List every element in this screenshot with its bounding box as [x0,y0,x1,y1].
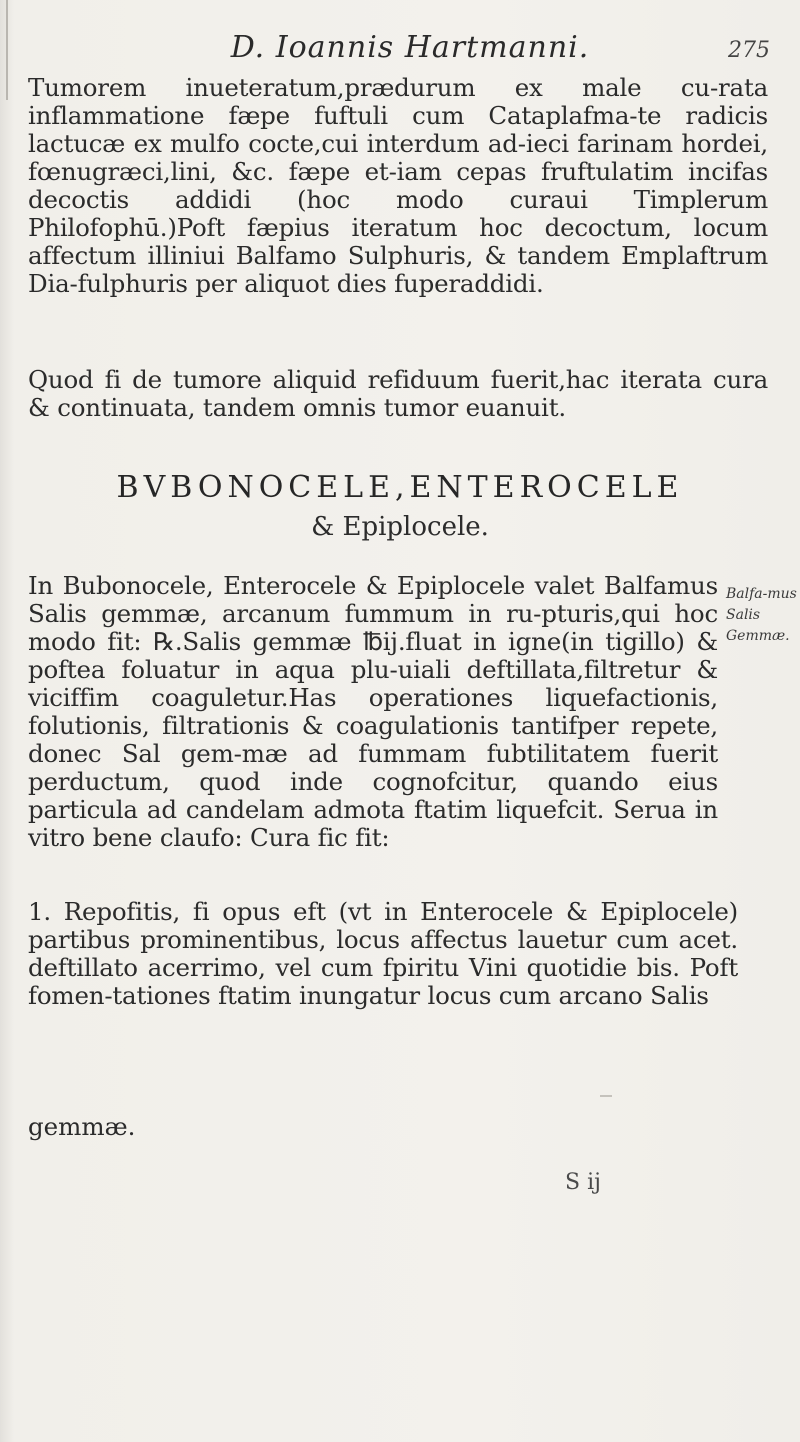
margin-note: Balfa-mus Salis Gemmæ. [726,586,797,644]
paragraph-tumor-treatment: Tumorem inueteratum,prædurum ex male cu-rata inflammatione fæpe fuftuli cum Cataplafma-te radicis lactucæ ex mulfo cocte,cui interdum ad-ieci farinam hordei, fœnugræci,lini, &c. fæpe et-iam cepas fruftulatim incifas decoctis addidi (hoc modo curaui Timplerum Philofophū.)Poft fæpius iteratum hoc decoctum, locum affectum illiniui Balfamo Sulphuris, & tandem Emplaftrum Dia-fulphuris per aliquot dies fuperaddidi. [28,73,768,298]
paragraph-cure-step-1: 1. Repofitis, fi opus eft (vt in Enterocele & Epiplocele) partibus prominentibus, locus affectus lauetur cum acet. deftillato acerrimo, vel cum fpiritu Vini quotidie bis. Poft fomen-tationes ftatim inungatur locus cum arcano Salis [28,897,738,1010]
section-subtitle: & Epiplocele. [311,512,489,542]
page-edge-shadow [6,0,8,100]
page-number: 275 [728,38,770,63]
paragraph-balsam-recipe: In Bubonocele, Enterocele & Epiplocele valet Balfamus Salis gemmæ, arcanum fummum in ru-pturis,qui hoc modo fit: ℞.Salis gemmæ ℔ij.fluat in igne(in tigillo) & poftea foluatur in aqua plu-uiali deftillata,filtretur & viciffim coaguletur.Has operationes liquefactionis, folutionis, filtrationis & coagulationis tantifper repete, donec Sal gem-mæ ad fummam fubtilitatem fuerit perductum, quod inde cognofcitur, quando eius particula ad candelam admota ftatim liquefcit. Serua in vitro bene claufo: Cura fic fit: [28,571,718,852]
signature-mark: S ij [565,1170,601,1195]
ink-mark [600,1095,612,1097]
running-head: D. Ioannis Hartmanni. [230,30,590,65]
catchword: gemmæ. [28,1112,136,1141]
paragraph-tumor-result: Quod fi de tumore aliquid refiduum fuerit,hac iterata cura & continuata, tandem omnis tumor euanuit. [28,365,768,422]
section-title: BVBONOCELE,ENTEROCELE [116,470,684,505]
